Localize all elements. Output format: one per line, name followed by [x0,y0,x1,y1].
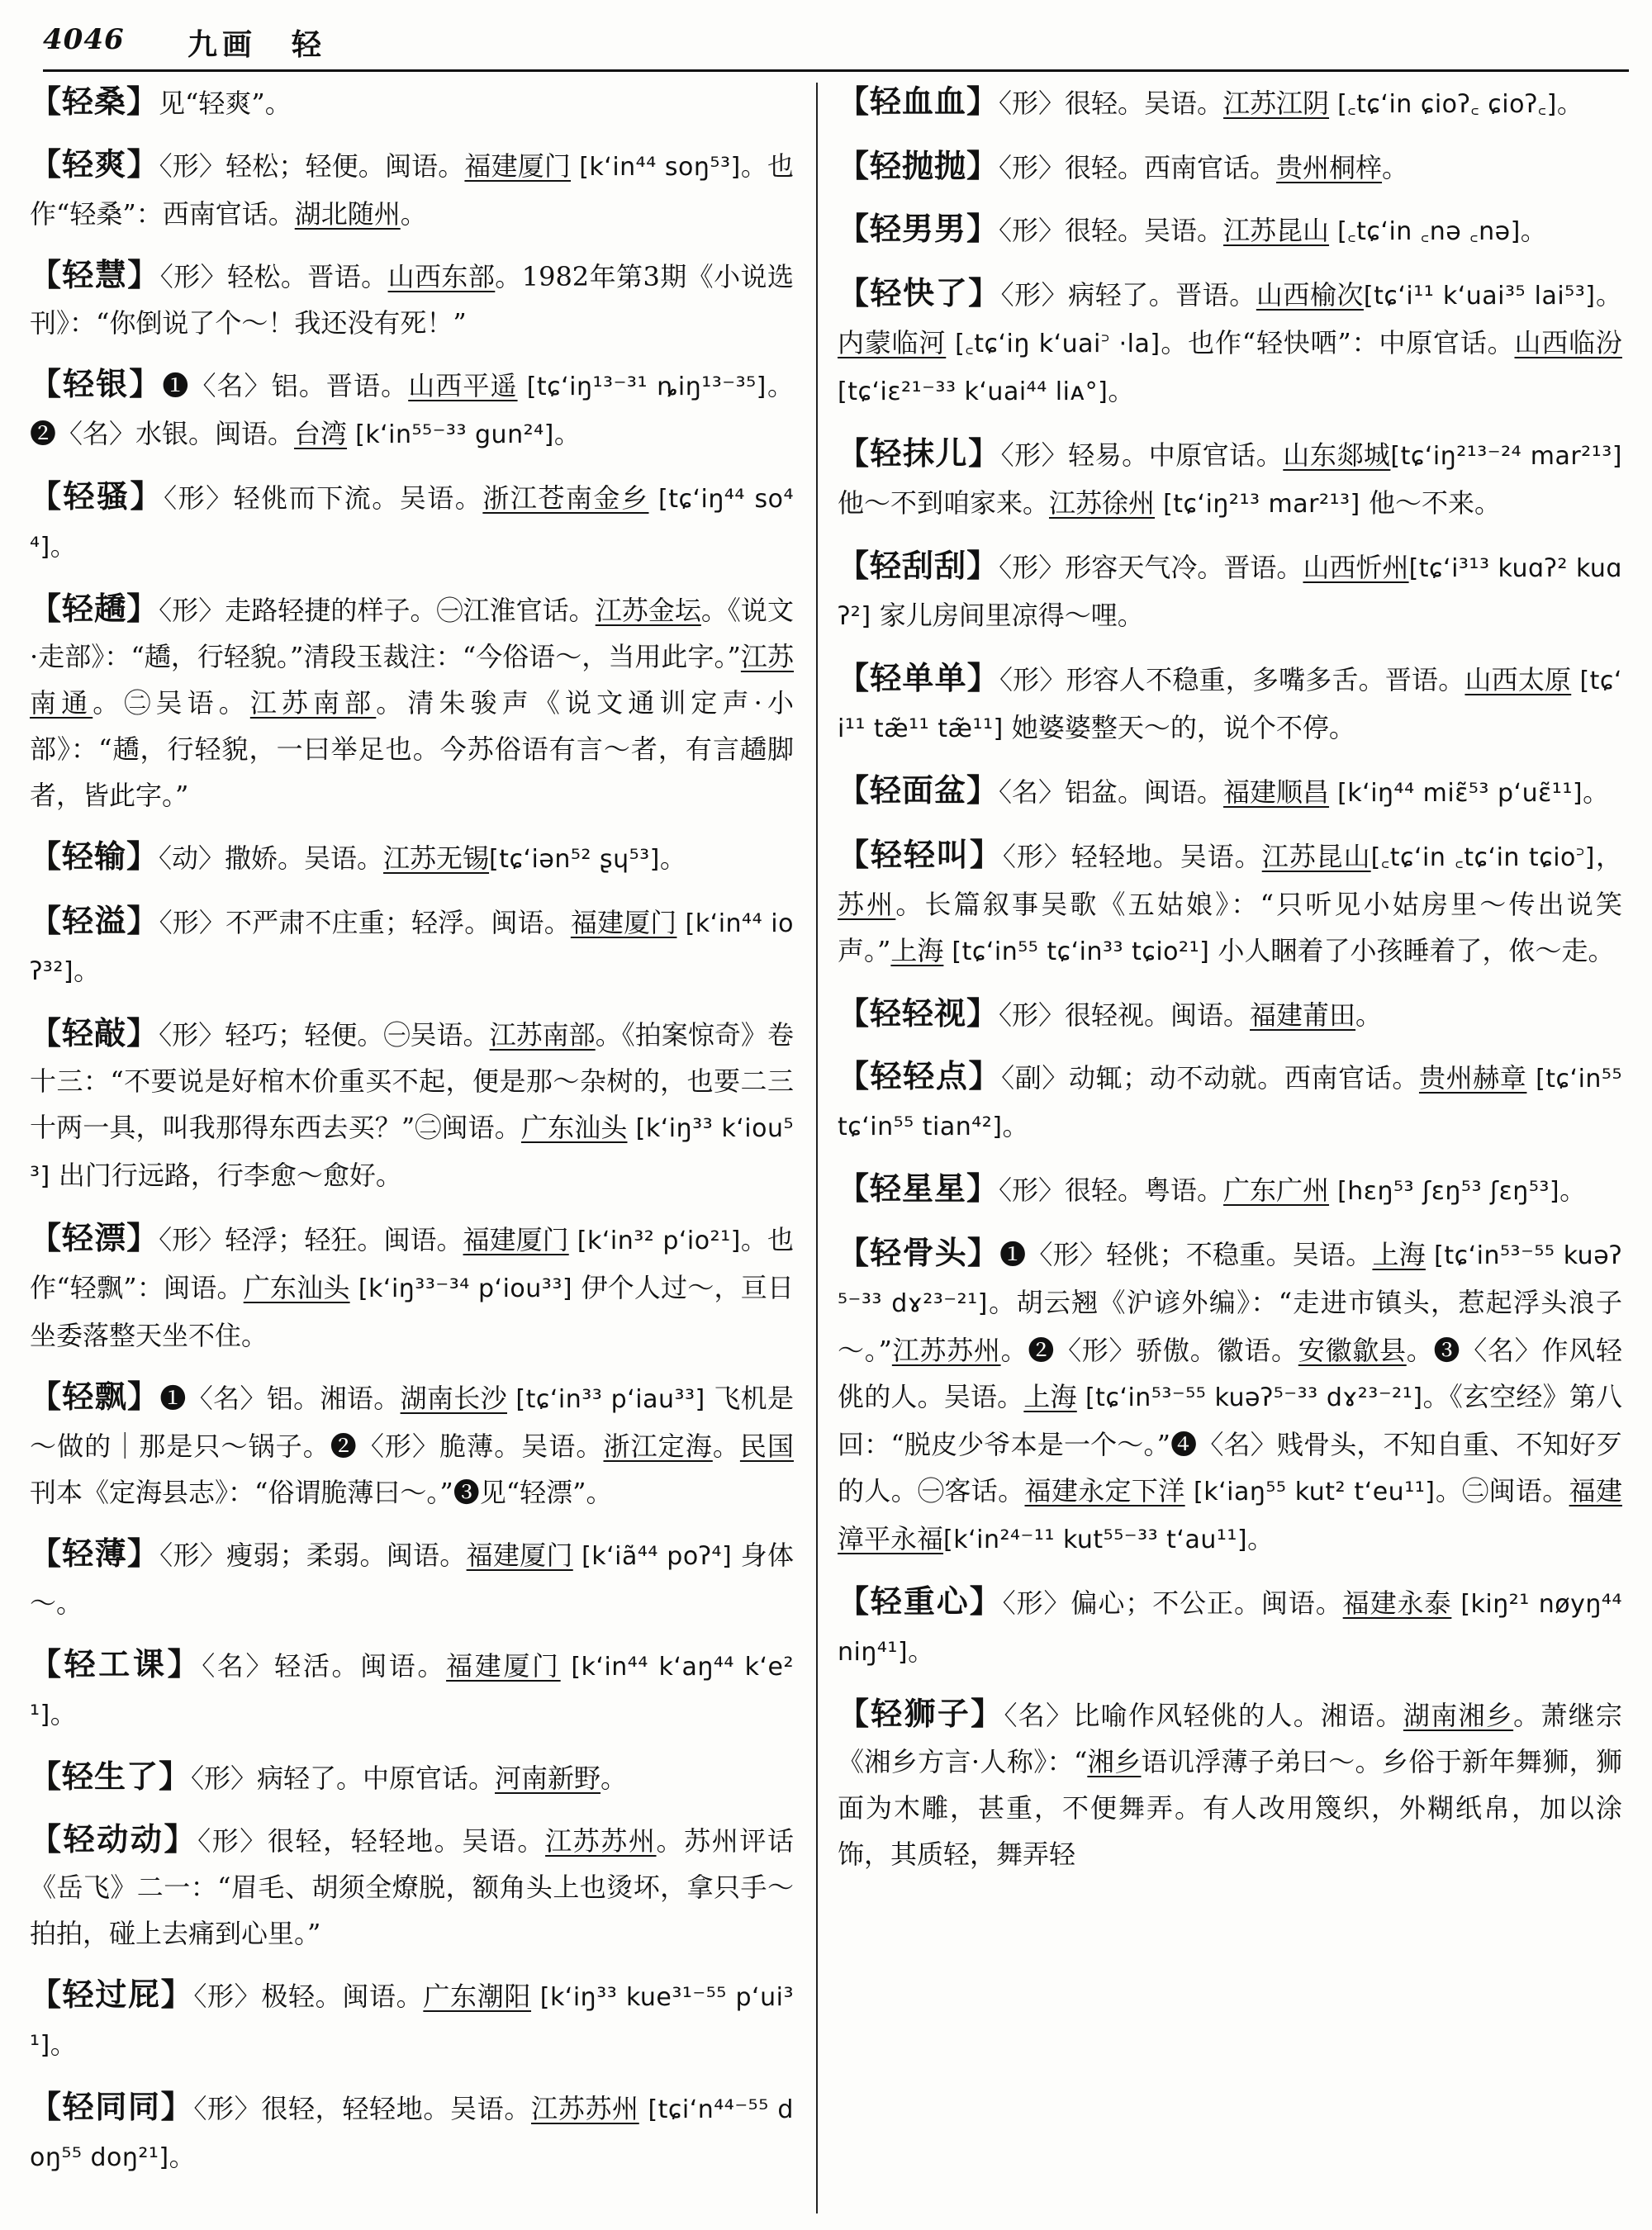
dictionary-entry [30,473,794,571]
place-name: 福建永定下洋 [1024,1475,1185,1506]
dictionary-entry [30,1753,794,1801]
phonetic-transcription: [kiŋ²¹ nøyŋ⁴⁴ niŋ⁴¹] [838,1590,1622,1667]
entry-text: 。 [1595,279,1622,311]
entry-headword: 【轻爽】 [30,145,159,183]
entry-text: 。 [553,418,581,449]
entry-headword: 【轻薄】 [30,1535,160,1572]
entry-text: 〈形〉走路轻捷的样子。㊀江淮官话。 [159,595,596,626]
place-name: 上海 [890,935,944,966]
entry-text: 。 [50,530,77,562]
entry-text: 〈形〉轻轻地。吴语。 [1002,841,1262,872]
entry-text: 身体～。 [30,1540,794,1619]
phonetic-transcription: [kʻiŋ³³ kue³¹⁻⁵⁵ pʻui³¹] [30,1983,794,2060]
phonetic-transcription: [tɕʻiŋ²¹³⁻²⁴ mar²¹³] [1390,442,1622,471]
dictionary-entry [838,78,1622,128]
phonetic-transcription: [tɕʻi¹¹ tæ̃¹¹ tæ̃¹¹] [838,667,1622,743]
entry-headword: 【轻生了】 [30,1758,192,1795]
entry-headword: 【轻骨头】 [838,1234,1000,1271]
phonetic-transcription: [tɕʻiən⁵² ʂɥ⁵³] [489,845,660,874]
entry-headword: 【轻工课】 [30,1645,202,1682]
place-name: 江苏苏州 [891,1335,1001,1366]
place-name: 江苏江阴 [1223,88,1330,119]
entry-text: 〈形〉很轻。粤语。 [999,1174,1224,1206]
phonetic-transcription: [kʻin²⁴⁻¹¹ kut⁵⁵⁻³³ tʻau¹¹] [943,1525,1248,1554]
dictionary-entry [838,767,1622,817]
place-name: 江苏昆山 [1223,215,1330,246]
entry-text: 。 [1355,999,1383,1031]
entry-headword: 【轻血血】 [838,83,999,120]
place-name: 福建厦门 [464,150,572,182]
place-name: 江苏金坛 [595,595,701,626]
entry-text: 〈形〉轻易。中原官话。 [1000,439,1284,471]
place-name: 湖北随州 [294,198,401,230]
entry-text: 。 [601,1763,628,1794]
entry-text: 。 [1108,375,1135,406]
entry-text: 。 [1559,1174,1587,1206]
phonetic-transcription: [kʻiŋ⁴⁴ miɛ̃⁵³ pʻuɛ̃¹¹] [1329,779,1583,808]
place-name: 山东郯城 [1283,439,1391,471]
entry-text: 语讥浮薄子弟曰～。乡俗于新年舞狮，狮面为木雕，甚重，不便舞弄。有人改用篾织，外糊纸帛，加以涂饰，其质轻，舞弄轻 [838,1746,1622,1870]
place-name: 民国 [739,1431,794,1462]
entry-text: 〈名〉铝盆。闽语。 [999,776,1224,808]
right-column [838,78,1622,2218]
entry-text: 。《说文·走部》：“趫，行轻貌。”清段玉裁注：“今俗语～，当用此字。” [30,595,794,672]
phonetic-transcription: [tɕʻin⁵⁵ tɕʻin⁵⁵ tian⁴²] [838,1065,1622,1141]
place-name: 广东广州 [1223,1174,1330,1206]
entry-headword: 【轻狮子】 [838,1695,1004,1732]
dictionary-entry [838,143,1622,191]
entry-headword: 【轻面盆】 [838,771,999,809]
dictionary-entry [838,655,1622,752]
entry-text: 。 [659,842,686,874]
entry-text: 〈形〉很轻，轻轻地。吴语。 [193,2093,532,2124]
entry-text: 〈副〉动辄；动不动就。西南官话。 [1001,1062,1419,1094]
phonetic-transcription: [kʻiŋ³³ kʻiou⁵³] [30,1114,794,1191]
entry-text: 小人睏着了小孩睡着了，侬～走。 [1209,935,1615,966]
dictionary-entry [30,1010,794,1200]
place-name: 福建顺昌 [1223,776,1330,808]
place-name: 福建永泰 [1342,1587,1452,1619]
entry-text: 〈形〉很轻。吴语。 [999,88,1224,119]
phonetic-transcription: [tɕʻi¹¹ kʻuai³⁵ lai⁵³] [1363,282,1596,311]
phonetic-transcription: [kʻiã⁴⁴ poʔ⁴] [572,1542,733,1571]
place-name: 湖南湘乡 [1403,1700,1514,1731]
place-name: 湖南长沙 [400,1383,507,1414]
dictionary-entry [838,832,1622,975]
place-name: 江苏徐州 [1049,487,1156,519]
entry-text: 〈形〉很轻视。闽语。 [999,999,1251,1031]
place-name: 上海 [1023,1381,1077,1412]
phonetic-transcription: [tɕʻi³¹³ kuɑʔ² kuɑʔ²] [838,554,1622,631]
entry-text: 。 [1247,1523,1275,1554]
phonetic-transcription: [kʻin³² pʻio²¹] [568,1226,741,1255]
place-name: 山西榆次 [1256,279,1364,311]
place-name: 浙江定海 [603,1431,713,1462]
dictionary-entry [30,586,794,818]
place-name: 福建莆田 [1250,999,1356,1031]
place-name: 贵州桐梓 [1276,152,1383,183]
entry-text: 〈形〉轻松；轻便。闽语。 [159,150,465,182]
entry-text: 。 [400,198,427,230]
entry-text: 。胡云翘《沪谚外编》：“走进市镇头，惹起浮头浪子～。” [838,1287,1622,1366]
entry-text: 〈形〉病轻了。中原官话。 [191,1763,496,1794]
entry-headword: 【轻抹儿】 [838,434,1001,472]
entry-text: 〈形〉极轻。闽语。 [193,1981,424,2012]
entry-headword: 【轻漂】 [30,1219,159,1256]
dictionary-entry [30,898,794,995]
entry-text: 〈形〉很轻。吴语。 [999,215,1224,246]
phonetic-transcription: [꜀tɕʻin ꜀nə ꜀nə] [1329,217,1521,246]
entry-headword: 【轻过屁】 [30,1976,194,2013]
page-number: 4046 [43,23,125,56]
entry-text: 伊个人过～，亘日坐委落整天坐不住。 [30,1272,794,1351]
dictionary-entry [30,1971,794,2069]
phonetic-transcription: [tɕʻin³³ pʻiau³³] [506,1385,705,1414]
phonetic-transcription: [hɛŋ⁵³ ʃɛŋ⁵³ ʃɛŋ⁵³] [1329,1177,1560,1206]
place-name: 台湾 [294,418,348,449]
entry-text: 。《拍案惊奇》卷十三：“不要说是好棺木价重买不起，便是那～杂树的，也要二三十两一具，叫我那得东西去买？”㊁闽语。 [30,1019,794,1143]
place-name: 湘乡 [1087,1746,1142,1777]
phonetic-transcription: [꜀tɕʻin ɕioʔ꜀ ɕioʔ꜀] [1329,90,1557,119]
entry-headword: 【轻轻点】 [838,1057,1002,1094]
dictionary-entry [838,1053,1622,1151]
phonetic-transcription: [kʻiaŋ⁵⁵ kut² tʻeu¹¹] [1184,1478,1436,1506]
entry-text: 。❸〈名〉作风轻佻的人。吴语。 [838,1335,1622,1412]
phonetic-transcription: [kʻin⁵⁵⁻³³ gun²⁴] [347,420,554,449]
dictionary-entry [30,1816,794,1957]
place-name: 上海 [1372,1239,1426,1270]
place-name: 山西忻州 [1303,552,1409,583]
entry-text: 家儿房间里凉得～哩。 [871,600,1144,631]
entry-text: 〈形〉轻松。晋语。 [159,261,388,292]
entry-headword: 【轻桑】 [30,83,159,120]
place-name: 福建厦门 [463,1224,569,1255]
dictionary-entry [838,543,1622,640]
place-name: 江苏苏州 [545,1825,657,1857]
entry-headword: 【轻单单】 [838,659,999,696]
place-name: 苏州 [838,889,896,920]
column-divider [816,83,818,2213]
phonetic-transcription: [tɕiʻn⁴⁴⁻⁵⁵ doŋ⁵⁵ doŋ²¹] [30,2095,794,2172]
entry-text: 〈形〉偏心；不公正。闽语。 [1002,1587,1343,1619]
entry-text: 。清朱骏声《说文通训定声·小部》：“趫，行轻貌，一曰举足也。今苏俗语有言～者，有言趫脚者，皆此字。” [30,687,794,811]
phonetic-transcription: [tɕʻiɛ²¹⁻³³ kʻuai⁴⁴ liᴀ°] [838,377,1108,406]
place-name: 浙江苍南金乡 [482,482,649,514]
entry-text: 出门行远路，行李愈～愈好。 [50,1160,402,1191]
entry-headword: 【轻银】 [30,365,163,402]
entry-text: 〈形〉轻浮；轻狂。闽语。 [159,1224,463,1255]
place-name: 江苏南通 [30,641,794,719]
entry-text: 。 [169,2141,196,2172]
place-name: 广东汕头 [520,1112,628,1143]
entry-headword: 【轻趫】 [30,590,159,627]
entry-text: 。 [908,1635,935,1667]
entry-text: 。㊁闽语。 [1435,1475,1569,1506]
entry-text: 〈名〉轻活。闽语。 [202,1650,447,1682]
dictionary-entry [838,1230,1622,1563]
entry-text: 。 [1002,1110,1029,1141]
left-column [30,78,794,2218]
entry-text: 。 [74,955,101,986]
entry-text: 〈形〉很轻。西南官话。 [999,152,1277,183]
entry-text: 。 [1556,88,1583,119]
place-name: 广东潮阳 [423,1981,532,2012]
entry-headword: 【轻抛抛】 [838,147,999,184]
place-name: 广东汕头 [243,1272,350,1303]
place-name: 江苏南部 [249,687,377,719]
entry-text: ❶〈形〉轻佻；不稳重。吴语。 [999,1239,1373,1270]
entry-text: 见“轻爽”。 [159,88,292,119]
entry-text: 〈形〉轻佻而下流。吴语。 [164,482,483,514]
dictionary-entry [30,1215,794,1359]
entry-headword: 【轻输】 [30,837,159,875]
entry-text: 〈名〉比喻作风轻佻的人。湘语。 [1004,1700,1403,1731]
dictionary-entry [30,141,794,237]
place-name: 福建厦门 [446,1650,561,1682]
entry-headword: 【轻敲】 [30,1014,159,1051]
entry-headword: 【轻快了】 [838,274,1001,311]
phonetic-transcription: [꜀tɕʻin ꜀tɕʻin tɕio꜄] [1370,843,1595,872]
entry-headword: 【轻骚】 [30,477,164,515]
entry-text: 。 [1583,776,1610,808]
entry-headword: 【轻轻视】 [838,994,999,1032]
entry-text: 〈形〉轻巧；轻便。㊀吴语。 [159,1019,490,1051]
entry-text: 。《玄空经》第八回：“脱皮少爷本是一个～。”❹〈名〉贱骨头，不知自重、不知好歹的人。㊀客话。 [838,1381,1622,1506]
dictionary-entry [30,1374,794,1516]
dictionary-entry [838,270,1622,415]
dictionary-entry [30,1641,794,1739]
place-name: 安徽歙县 [1298,1335,1407,1366]
phonetic-transcription: [kʻin⁴⁴ kʻaŋ⁴⁴ kʻe²¹] [30,1653,794,1729]
place-name: 山西临汾 [1514,327,1622,358]
dictionary-entry [838,430,1622,528]
running-title: 九画 轻 [188,27,327,62]
place-name: 福建厦门 [570,907,677,938]
phonetic-transcription: [꜀tɕʻiŋ kʻuai꜄ ·la] [946,330,1161,358]
phonetic-transcription: [tɕʻin⁵³⁻⁵⁵ kuəʔ⁵⁻³³ dɤ²³⁻²¹] [838,1241,1622,1318]
entry-text: 。 [50,2028,77,2060]
entry-text: 〈形〉瘦弱；柔弱。闽语。 [159,1540,467,1571]
entry-text: 。 [1520,215,1547,246]
place-name: 福建漳平永福 [838,1475,1622,1554]
entry-headword: 【轻动动】 [30,1820,198,1858]
entry-text: 〈形〉很轻，轻轻地。吴语。 [197,1825,546,1857]
entry-text: 。 [1382,152,1409,183]
entry-text: 。萧继宗《湘乡方言·人称》：“ [838,1700,1622,1777]
page-header [43,18,1629,72]
entry-headword: 【轻慧】 [30,256,160,293]
entry-headword: 【轻同同】 [30,2088,194,2125]
entry-text: 。也作“轻快哂”：中原官话。 [1160,327,1515,358]
entry-text: 。长篇叙事吴歌《五姑娘》：“只听见小姑房里～传出说笑声。” [838,889,1622,966]
entry-headword: 【轻男男】 [838,210,999,247]
entry-text: 〈形〉不严肃不庄重；轻浮。闽语。 [159,907,571,938]
entry-headword: 【轻重心】 [838,1582,1003,1620]
dictionary-entry [30,252,794,346]
entry-text: 她婆婆整天～的，说个不停。 [1003,712,1355,743]
entry-text: 。也作“轻飘”：闽语。 [30,1224,794,1303]
entry-text: 他～不到咱家来。 [838,487,1050,519]
place-name: 山西平遥 [408,370,518,401]
entry-text: 〈形〉形容人不稳重，多嘴多舌。晋语。 [999,664,1465,695]
entry-text: ， [1594,841,1622,872]
phonetic-transcription: [kʻin⁴⁴ soŋ⁵³] [571,153,741,182]
phonetic-transcription: [kʻiŋ³³⁻³⁴ pʻiou³³] [349,1274,573,1303]
entry-headword: 【轻星星】 [838,1170,999,1207]
entry-headword: 【轻飘】 [30,1378,160,1415]
entry-text: 。苏州评话《岳飞》二一：“眉毛、胡须全燎脱，额角头上也烫坏，拿只手～拍拍，碰上去痛到心里。” [30,1825,794,1949]
dictionary-entry [838,206,1622,255]
place-name: 山西太原 [1464,664,1572,695]
dictionary-entry [838,1165,1622,1215]
place-name: 江苏南部 [489,1019,596,1051]
entry-text: 〈形〉形容天气冷。晋语。 [999,552,1303,583]
place-name: 江苏昆山 [1261,841,1371,872]
place-name: 山西东部 [387,261,496,292]
entry-text: 。 [50,1698,77,1729]
place-name: 江苏无锡 [383,842,490,874]
entry-text: 。 [712,1431,740,1462]
phonetic-transcription: [tɕʻiŋ²¹³ mar²¹³] [1155,490,1360,519]
entry-text: 。❷〈形〉骄傲。徽语。 [1000,1335,1298,1366]
dictionary-entry [838,1691,1622,1877]
entry-text: 〈动〉撒娇。吴语。 [159,842,384,874]
entry-text: 。㊁吴语。 [93,687,250,719]
place-name: 江苏苏州 [531,2093,639,2124]
dictionary-entry [30,1530,794,1626]
phonetic-transcription: [tɕʻiŋ¹³⁻³¹ ȵiŋ¹³⁻³⁵] [517,372,767,401]
entry-headword: 【轻溢】 [30,902,159,939]
dictionary-entry [30,361,794,458]
dictionary-entry [838,1578,1622,1676]
phonetic-transcription: [tɕʻin⁵³⁻⁵⁵ kuəʔ⁵⁻³³ dɤ²³⁻²¹] [1076,1383,1423,1412]
place-name: 河南新野 [495,1763,601,1794]
entry-text: 。1982年第3期《小说选刊》：“你倒说了个～！我还没有死！” [30,261,794,339]
entry-headword: 【轻刮刮】 [838,547,999,584]
place-name: 内蒙临河 [838,327,947,358]
entry-text: ❶〈名〉铝。晋语。 [162,370,409,401]
dictionary-entry [30,2084,794,2181]
entry-text: 他～不来。 [1360,487,1501,519]
place-name: 贵州赫章 [1418,1062,1527,1094]
phonetic-transcription: [tɕʻiŋ⁴⁴ so⁴⁴] [30,485,794,562]
dictionary-entry [30,833,794,883]
entry-text: 。也作“轻桑”：西南官话。 [30,150,794,230]
entry-text: 〈形〉病轻了。晋语。 [1000,279,1256,311]
entry-text: 。❷〈名〉水银。闽语。 [30,370,794,449]
entry-headword: 【轻轻叫】 [838,836,1003,873]
phonetic-transcription: [kʻin⁴⁴ ioʔ³²] [30,909,794,986]
entry-text: ❶〈名〉铝。湘语。 [159,1383,401,1414]
entry-text: 飞机是～做的｜那是只～锅子。❷〈形〉脆薄。吴语。 [30,1383,794,1462]
entry-text: 刊本《定海县志》：“俗谓脆薄曰～。”❸见“轻漂”。 [30,1477,613,1508]
dictionary-entry [30,78,794,126]
place-name: 福建厦门 [466,1540,573,1571]
phonetic-transcription: [tɕʻin⁵⁵ tɕʻin³³ tɕio²¹] [943,937,1210,966]
dictionary-entry [838,990,1622,1038]
